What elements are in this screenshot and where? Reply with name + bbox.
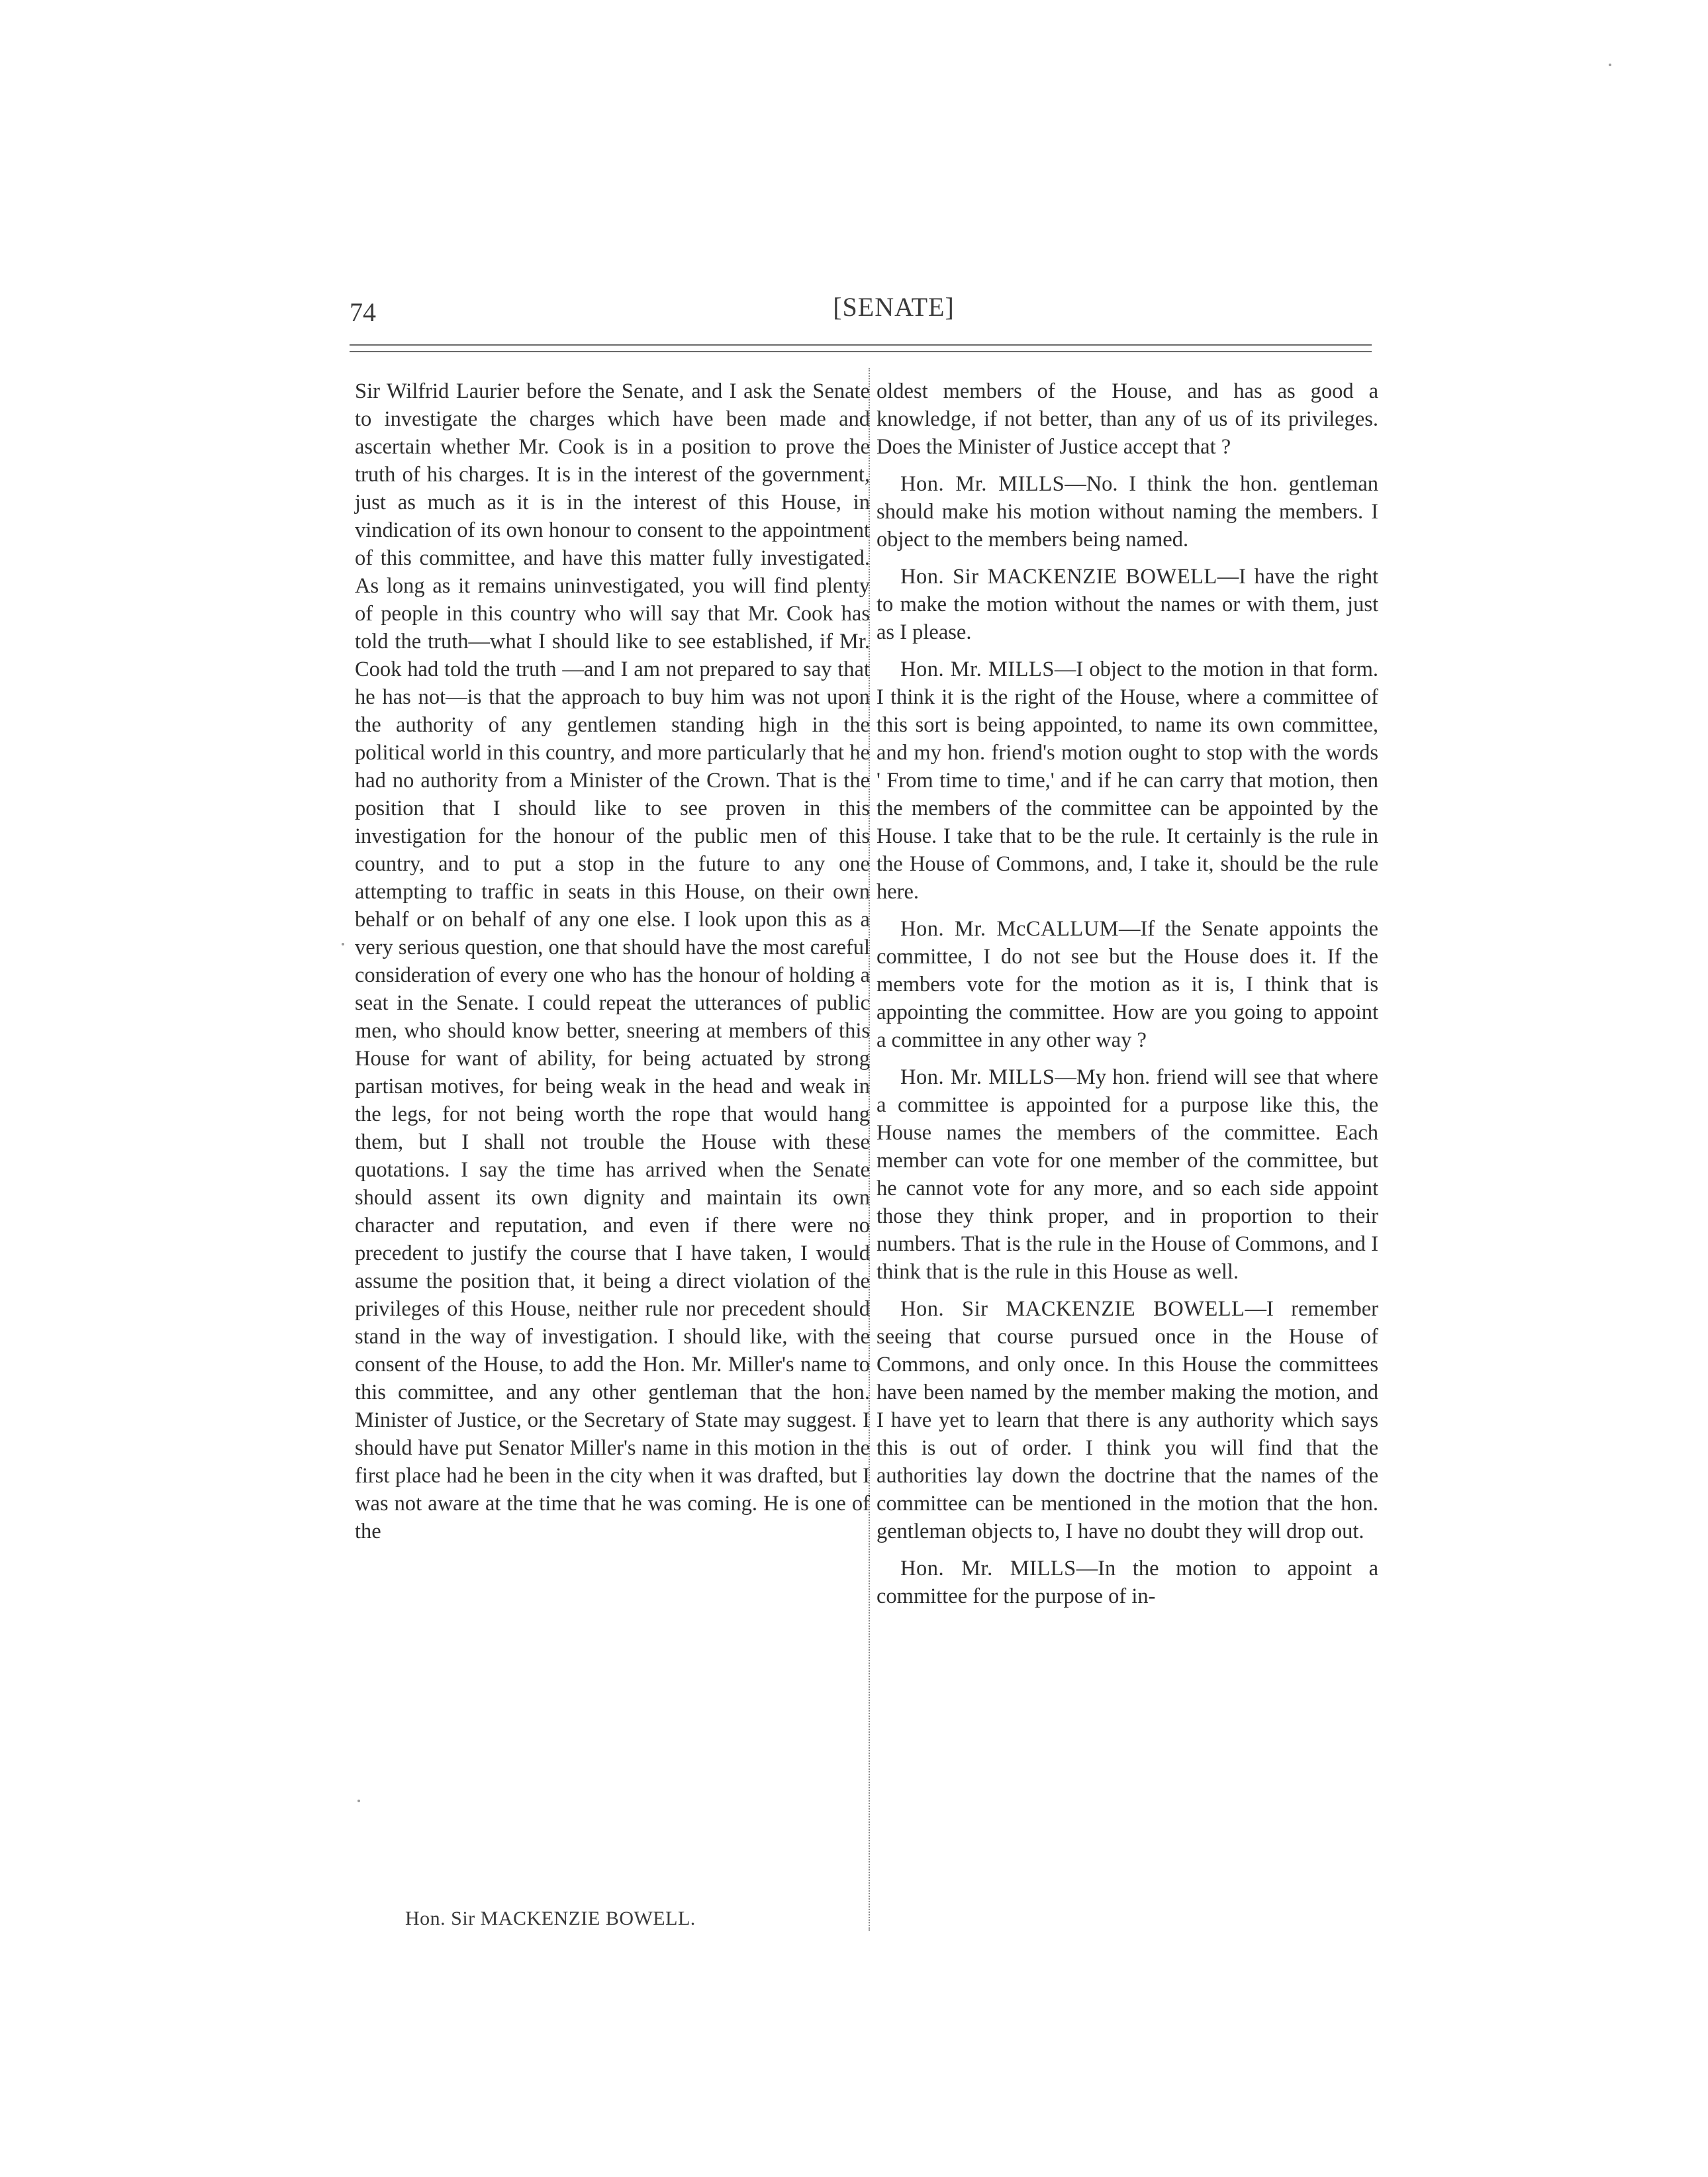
paper-speck xyxy=(342,943,344,945)
right-column xyxy=(877,377,1378,1620)
speech-text: —In the motion to appoint a committee for the purpose of in- xyxy=(877,1557,1378,1608)
speech-text: —I object to the motion in that form. I think it is the right of the House, where a committee of this sort is being appointed, to name its own committee, and my hon. friend's motion ought to stop with the words ' From time to time,' and if he can carry that motion, then the members of the committee can be appointed by the House. I take that to be the rule. It certainly is the rule in the House of Commons, and, I take it, should be the rule here. xyxy=(877,657,1378,904)
left-column xyxy=(355,377,870,1555)
paper-speck xyxy=(357,1800,360,1802)
header-rule-top xyxy=(350,344,1372,346)
speech-paragraph xyxy=(877,1063,1378,1286)
paragraph-text: oldest members of the House, and has as good a knowledge, if not better, than any of us of its privileges. Does the Minister of Justice accept that ? xyxy=(877,379,1378,459)
paper-speck xyxy=(1609,64,1611,66)
footer-catchline: Hon. Sir MACKENZIE BOWELL. xyxy=(405,1908,696,1929)
speech-paragraph xyxy=(877,563,1378,646)
speech-paragraph xyxy=(877,915,1378,1054)
speech-paragraph xyxy=(877,1295,1378,1545)
speaker-name: Hon. Sir MACKENZIE BOWELL xyxy=(900,565,1217,589)
speaker-name: Hon. Mr. MILLS xyxy=(900,472,1065,496)
speech-paragraph xyxy=(877,470,1378,554)
speech-paragraph xyxy=(877,655,1378,906)
speaker-name: Hon. Mr. MILLS xyxy=(900,1557,1076,1580)
speech-text: —I remember seeing that course pursued once in the House of Commons, and only once. In this House the committees have been named by the member making the motion, and I have yet to learn that there is any authority which says this is out of order. I think you will find that the authorities lay down the doctrine that the names of the committee can be mentioned in the motion that the hon. gentleman objects to, I have no doubt they will drop out. xyxy=(877,1297,1378,1543)
speaker-name: Hon. Mr. MILLS xyxy=(900,657,1055,681)
speaker-name: Hon. Sir MACKENZIE BOWELL xyxy=(900,1297,1245,1321)
speech-text: —I have the right to make the motion without the names or with them, just as I please. xyxy=(877,565,1378,644)
speech-paragraph xyxy=(877,1555,1378,1610)
left-paragraph: Sir Wilfrid Laurier before the Senate, and I ask the Senate to investigate the charges which have been made and ascertain whether Mr. Cook is in a position to prove the truth of his charges. It is in the interest of the government, just as much as it is in the interest of this House, in vindication of its own honour to consent to the appointment of this committee, and have this matter fully investigated. As long as it remains uninvestigated, you will find plenty of people in this country who will say that Mr. Cook has told the truth—what I should like to see established, if Mr. Cook had told the truth —and I am not prepared to say that he has not—is that the approach to buy him was not upon the authority of any gentlemen standing high in the political world in this country, and more particularly that he had no authority from a Minister of the Crown. That is the position that I should like to see proven in this investigation for the honour of the public men of this country, and to put a stop in the future to any one attempting to traffic in seats in this House, on their own behalf or on behalf of any one else. I look upon this as a very serious question, one that should have the most careful consideration of every one who has the honour of holding a seat in the Senate. I could repeat the utterances of public men, who should know better, sneering at members of this House for want of ability, for being actuated by strong partisan motives, for being weak in the head and weak in the legs, for not being worth the rope that would hang them, but I shall not trouble the House with these quotations. I say the time has arrived when the Senate should assent its own dignity and maintain its own character and reputation, and even if there were no precedent to justify the course that I have taken, I would assume the position that, it being a direct violation of the privileges of this House, neither rule nor precedent should stand in the way of investigation. I should like, with the consent of the House, to add the Hon. Mr. Miller's name to this committee, and any other gentleman that the hon. Minister of Justice, or the Secretary of State may suggest. I should have put Senator Miller's name in this motion in the first place had he been in the city when it was drafted, but I was not aware at the time that he was coming. He is one of the xyxy=(355,379,871,1543)
page-number: 74 xyxy=(350,297,376,327)
header-rule-bottom xyxy=(350,351,1372,352)
running-head: [SENATE] xyxy=(833,292,955,322)
speech-text: —If the Senate appoints the committee, I do not see but the House does it. If the members vote for the motion as it is, I think that is appointing the committee. How are you going to appoint a committee in any other way ? xyxy=(877,917,1378,1052)
speech-text: —My hon. friend will see that where a committee is appointed for a purpose like this, the House names the members of the committee. Each member can vote for one member of the committee, but he cannot vote for any more, and so each side appoint those they think proper, and in proportion to their numbers. That is the rule in the House of Commons, and I think that is the rule in this House as well. xyxy=(877,1065,1378,1284)
speaker-name: Hon. Mr. MILLS xyxy=(900,1065,1055,1089)
right-paragraph-continuation xyxy=(877,377,1378,461)
speech-text: —No. I think the hon. gentleman should make his motion without naming the members. I object to the members being named. xyxy=(877,472,1378,552)
speaker-name: Hon. Mr. McCALLUM xyxy=(900,917,1119,941)
